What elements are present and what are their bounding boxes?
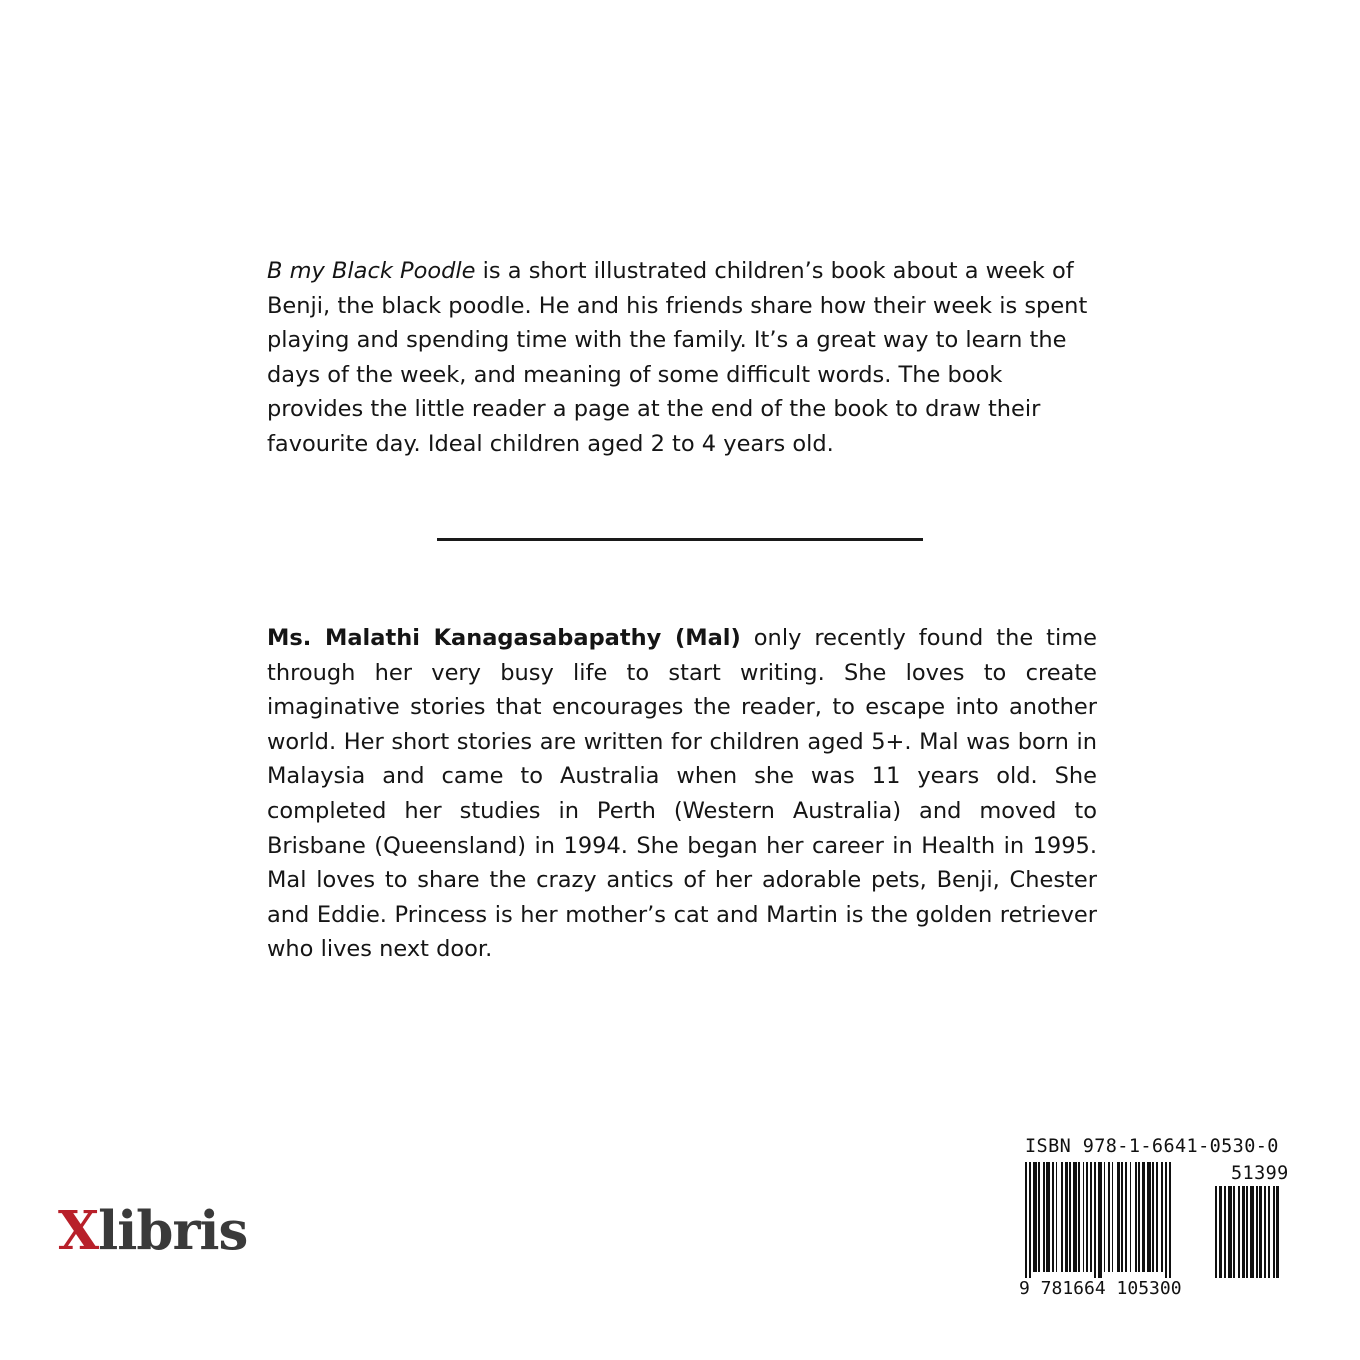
barcode-bar bbox=[1156, 1162, 1158, 1272]
barcode-bar bbox=[1219, 1186, 1222, 1278]
divider-line bbox=[437, 538, 923, 541]
barcode-bar bbox=[1268, 1186, 1270, 1278]
barcode-bar bbox=[1065, 1162, 1068, 1272]
barcode-bar bbox=[1152, 1162, 1154, 1272]
barcode-bar bbox=[1073, 1162, 1077, 1272]
ean13-barcode-bars bbox=[1017, 1162, 1207, 1278]
barcode-bar bbox=[1233, 1186, 1235, 1278]
barcode-bar bbox=[1138, 1162, 1140, 1272]
addon-barcode-bars bbox=[1213, 1186, 1299, 1278]
barcode-bar bbox=[1259, 1186, 1262, 1278]
barcode-bar bbox=[1264, 1186, 1266, 1278]
barcode-bar bbox=[1069, 1162, 1071, 1272]
barcode-bar bbox=[1038, 1162, 1040, 1272]
barcode-bar bbox=[1086, 1162, 1088, 1272]
barcode-bar bbox=[1098, 1162, 1102, 1278]
barcode-bar bbox=[1246, 1186, 1248, 1278]
barcode-bar bbox=[1242, 1186, 1245, 1278]
barcode-bar bbox=[1052, 1162, 1054, 1272]
barcode-bar bbox=[1130, 1162, 1131, 1272]
barcode-bar bbox=[1056, 1162, 1057, 1272]
barcode-bar bbox=[1108, 1162, 1110, 1272]
xlibris-logo bbox=[58, 1200, 248, 1262]
barcode-bar bbox=[1125, 1162, 1127, 1272]
author-bio bbox=[267, 621, 1097, 967]
barcode-bar bbox=[1094, 1162, 1096, 1278]
barcode-bar bbox=[1121, 1162, 1123, 1272]
barcode-bar bbox=[1135, 1162, 1137, 1272]
isbn-barcode bbox=[1017, 1136, 1301, 1306]
barcode-bar bbox=[1276, 1186, 1279, 1278]
book-description-text: is a short illustrated children’s book about a week of Benji, the black poodle. He and his friends share how their week is spent playing and spending time with the family. It’s a great way to learn the days of the week, and meaning of some difficult words. The book provides the little reader a page at the end of the book to draw their favourite day. Ideal children aged 2 to 4 years old. bbox=[267, 258, 1088, 457]
book-description bbox=[267, 254, 1097, 462]
barcode-bar bbox=[1147, 1162, 1151, 1272]
barcode-bar bbox=[1224, 1186, 1226, 1278]
barcode-bar bbox=[1025, 1162, 1027, 1278]
price-code-label: 51399 bbox=[1231, 1163, 1289, 1184]
barcode-bar bbox=[1142, 1162, 1145, 1272]
barcode-bar bbox=[1161, 1162, 1163, 1272]
barcode-bar bbox=[1104, 1162, 1105, 1272]
barcode-bar bbox=[1043, 1162, 1045, 1272]
barcode-bar bbox=[1228, 1186, 1232, 1278]
logo-x-letter: X bbox=[58, 1200, 99, 1262]
barcode-bar bbox=[1273, 1186, 1275, 1278]
barcode-bar bbox=[1078, 1162, 1080, 1272]
barcode-bar bbox=[1090, 1162, 1092, 1272]
barcode-bar bbox=[1169, 1162, 1171, 1278]
barcode-bar bbox=[1238, 1186, 1240, 1278]
barcode-bar bbox=[1165, 1162, 1167, 1278]
logo-rest-letters: libris bbox=[98, 1200, 248, 1262]
book-title: B my Black Poodle bbox=[267, 258, 476, 284]
author-bio-text: only recently found the time through her very busy life to start writing. She loves to create imaginative stories that encourages the reader, to escape into another world. Her short stories are written for children aged 5+. Mal was born in Malaysia and came to Australia when she was 11 years old. She completed her studies in Perth (Western Australia) and moved to Brisbane (Queensland) in 1994. She began her career in Health in 1995. Mal loves to share the crazy antics of her adorable pets, Benji, Chester and Eddie. Princess is her mother’s cat and Martin is the golden retriever who lives next door. bbox=[267, 625, 1097, 963]
barcode-bar bbox=[1256, 1186, 1258, 1278]
barcode-bar bbox=[1029, 1162, 1031, 1278]
barcode-bar bbox=[1215, 1186, 1217, 1278]
barcode-bar bbox=[1033, 1162, 1037, 1272]
barcode-bar bbox=[1061, 1162, 1063, 1272]
barcode-bar bbox=[1117, 1162, 1120, 1272]
barcode-bar bbox=[1112, 1162, 1113, 1272]
ean-digits: 9 781664 105300 bbox=[1019, 1278, 1182, 1299]
isbn-label: ISBN 978-1-6641-0530-0 bbox=[1025, 1136, 1279, 1157]
barcode-bar bbox=[1046, 1162, 1050, 1272]
author-name: Ms. Malathi Kanagasabapathy (Mal) bbox=[267, 625, 741, 651]
barcode-bar bbox=[1083, 1162, 1084, 1272]
barcode-bar bbox=[1250, 1186, 1254, 1278]
